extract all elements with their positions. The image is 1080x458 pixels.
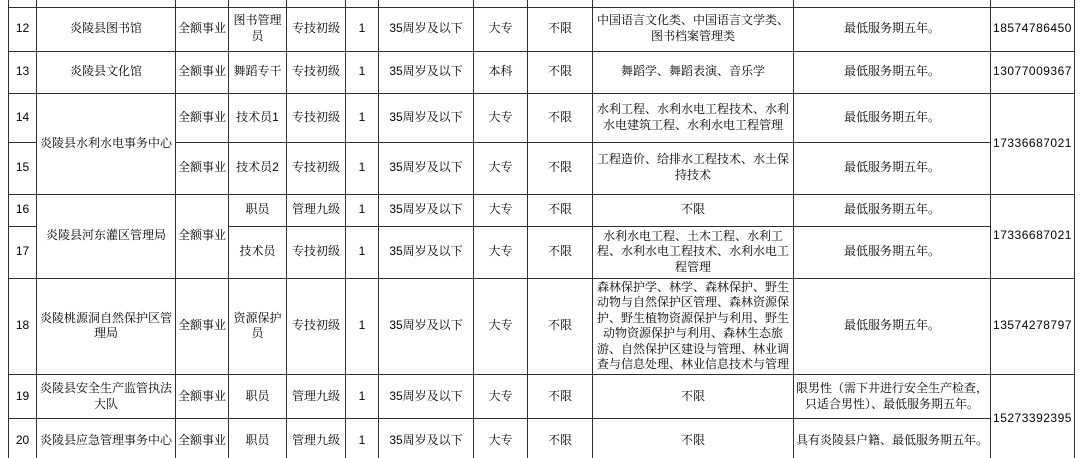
cell-major: 水利水电工程、土木工程、水利工程、水利水电工程技术、水利水电工程管理 (593, 226, 794, 278)
empty-cell (229, 0, 287, 7)
cell-nature: 全额事业 (176, 7, 229, 51)
cell-note: 最低服务期五年。 (794, 226, 991, 278)
cell-nature: 全额事业 (176, 278, 229, 375)
empty-cell (379, 0, 474, 7)
empty-cell (287, 0, 346, 7)
cell-degree: 不限 (528, 226, 593, 278)
cell-degree: 不限 (528, 7, 593, 51)
cell-unit: 炎陵桃源洞自然保护区管理局 (37, 278, 176, 375)
cell-serial: 16 (9, 194, 37, 226)
empty-cell (9, 0, 37, 7)
cell-count: 1 (346, 226, 379, 278)
cell-note: 最低服务期五年。 (794, 7, 991, 51)
cell-count: 1 (346, 51, 379, 93)
cell-nature: 全额事业 (176, 51, 229, 93)
cell-count: 1 (346, 7, 379, 51)
cell-note: 最低服务期五年。 (794, 278, 991, 375)
partial-row-top (9, 0, 1075, 7)
table-row-20 (9, 419, 1075, 458)
cell-post: 职员 (229, 375, 287, 419)
cell-major: 舞蹈学、舞蹈表演、音乐学 (593, 51, 794, 93)
cell-level: 专技初级 (287, 7, 346, 51)
cell-nature-merged: 全额事业 (176, 194, 229, 278)
cell-post: 资源保护员 (229, 278, 287, 375)
cell-major: 不限 (593, 194, 794, 226)
cell-unit: 炎陵县应急管理事务中心 (37, 419, 176, 458)
cell-serial: 14 (9, 93, 37, 142)
cell-post: 职员 (229, 194, 287, 226)
cell-nature: 全额事业 (176, 93, 229, 142)
cell-major: 中国语言文化类、中国语言文学类、图书档案管理类 (593, 7, 794, 51)
cell-phone-merged: 15273392395 (991, 375, 1075, 458)
cell-count: 1 (346, 194, 379, 226)
empty-cell (794, 0, 991, 7)
cell-post: 图书管理员 (229, 7, 287, 51)
cell-age: 35周岁及以下 (379, 7, 474, 51)
cell-age: 35周岁及以下 (379, 194, 474, 226)
cell-unit-merged: 炎陵县水利水电事务中心 (37, 93, 176, 194)
cell-note: 最低服务期五年。 (794, 51, 991, 93)
cell-phone: 13077009367 (991, 51, 1075, 93)
cell-nature: 全额事业 (176, 142, 229, 194)
cell-serial: 20 (9, 419, 37, 458)
cell-count: 1 (346, 375, 379, 419)
recruitment-table (8, 0, 1075, 458)
cell-serial: 12 (9, 7, 37, 51)
cell-unit: 炎陵县图书馆 (37, 7, 176, 51)
empty-cell (474, 0, 528, 7)
cell-level: 专技初级 (287, 278, 346, 375)
cell-education: 大专 (474, 375, 528, 419)
cell-serial: 18 (9, 278, 37, 375)
cell-degree: 不限 (528, 142, 593, 194)
cell-level: 专技初级 (287, 93, 346, 142)
table-row-19 (9, 375, 1075, 419)
cell-phone: 18574786450 (991, 7, 1075, 51)
cell-note: 最低服务期五年。 (794, 194, 991, 226)
cell-education: 大专 (474, 93, 528, 142)
cell-education: 本科 (474, 51, 528, 93)
empty-cell (528, 0, 593, 7)
cell-age: 35周岁及以下 (379, 375, 474, 419)
empty-cell (176, 0, 229, 7)
cell-age: 35周岁及以下 (379, 226, 474, 278)
cell-education: 大专 (474, 278, 528, 375)
cell-nature: 全额事业 (176, 375, 229, 419)
cell-unit: 炎陵县文化馆 (37, 51, 176, 93)
table-row-16 (9, 194, 1075, 226)
cell-major: 不限 (593, 375, 794, 419)
cell-post: 职员 (229, 419, 287, 458)
cell-level: 管理九级 (287, 194, 346, 226)
cell-nature: 全额事业 (176, 419, 229, 458)
cell-unit-merged: 炎陵县河东灌区管理局 (37, 194, 176, 278)
cell-degree: 不限 (528, 93, 593, 142)
empty-cell (593, 0, 794, 7)
cell-post: 技术员2 (229, 142, 287, 194)
cell-post: 技术员 (229, 226, 287, 278)
cell-level: 管理九级 (287, 375, 346, 419)
cell-phone-merged: 17336687021 (991, 194, 1075, 278)
cell-count: 1 (346, 93, 379, 142)
empty-cell (37, 0, 176, 7)
cell-education: 大专 (474, 419, 528, 458)
empty-cell (346, 0, 379, 7)
cell-age: 35周岁及以下 (379, 419, 474, 458)
cell-note: 最低服务期五年。 (794, 93, 991, 142)
cell-level: 管理九级 (287, 419, 346, 458)
cell-degree: 不限 (528, 278, 593, 375)
cell-age: 35周岁及以下 (379, 51, 474, 93)
cell-count: 1 (346, 278, 379, 375)
empty-cell (991, 0, 1075, 7)
cell-degree: 不限 (528, 375, 593, 419)
cell-education: 大专 (474, 142, 528, 194)
cell-serial: 15 (9, 142, 37, 194)
cell-major: 水利工程、水利水电工程技术、水利水电建筑工程、水利水电工程管理 (593, 93, 794, 142)
cell-phone: 13574278797 (991, 278, 1075, 375)
table-row-14 (9, 93, 1075, 142)
cell-degree: 不限 (528, 419, 593, 458)
cell-note: 具有炎陵县户籍、最低服务期五年。 (794, 419, 991, 458)
cell-serial: 17 (9, 226, 37, 278)
cell-major: 不限 (593, 419, 794, 458)
cell-count: 1 (346, 142, 379, 194)
cell-post: 舞蹈专干 (229, 51, 287, 93)
cell-serial: 19 (9, 375, 37, 419)
cell-level: 专技初级 (287, 142, 346, 194)
cell-education: 大专 (474, 7, 528, 51)
cell-age: 35周岁及以下 (379, 142, 474, 194)
cell-degree: 不限 (528, 51, 593, 93)
cell-level: 专技初级 (287, 226, 346, 278)
table-row-18 (9, 278, 1075, 375)
cell-degree: 不限 (528, 194, 593, 226)
cell-count: 1 (346, 419, 379, 458)
cell-major: 森林保护学、林学、森林保护、野生动物与自然保护区管理、森林资源保护、野生植物资源保护与利用、野生动物资源保护与利用、森林生态旅游、自然保护区建设与管理、林业调查与信息处理、林业信息技术与管理 (593, 278, 794, 375)
cell-unit: 炎陵县安全生产监管执法大队 (37, 375, 176, 419)
cell-post: 技术员1 (229, 93, 287, 142)
cell-education: 大专 (474, 194, 528, 226)
cell-level: 专技初级 (287, 51, 346, 93)
cell-education: 大专 (474, 226, 528, 278)
table-row-12 (9, 7, 1075, 51)
cell-serial: 13 (9, 51, 37, 93)
table-row-13 (9, 51, 1075, 93)
cell-age: 35周岁及以下 (379, 278, 474, 375)
cell-note: 限男性（需下井进行安全生产检查，只适合男性）、最低服务期五年。 (794, 375, 991, 419)
cell-note: 最低服务期五年。 (794, 142, 991, 194)
cell-age: 35周岁及以下 (379, 93, 474, 142)
cell-major: 工程造价、给排水工程技术、水土保持技术 (593, 142, 794, 194)
cell-phone-merged: 17336687021 (991, 93, 1075, 194)
